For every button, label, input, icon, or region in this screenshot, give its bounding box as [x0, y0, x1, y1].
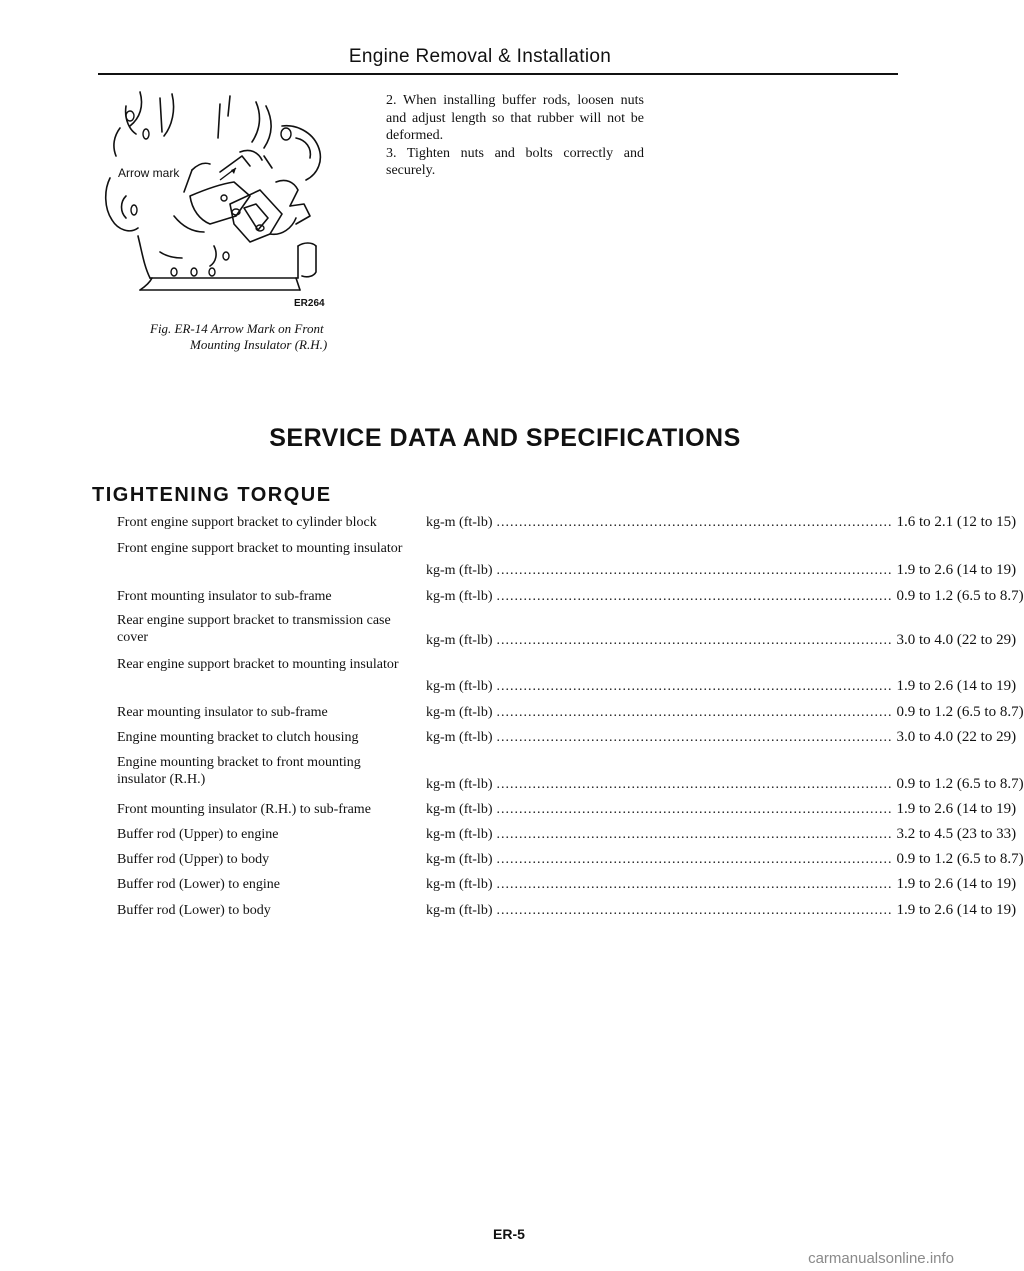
torque-value: 3.2 to 4.5 (23 to 33) — [896, 826, 1017, 842]
leader-dots: ........................................................................................ — [496, 563, 893, 578]
leader-dots: ........................................................................................ — [496, 903, 893, 918]
torque-value: 1.9 to 2.6 (14 to 19) — [896, 902, 1017, 918]
torque-value: 1.9 to 2.6 (14 to 19) — [896, 801, 1017, 817]
torque-unit: kg-m (ft-lb) — [426, 827, 493, 842]
torque-value: 1.9 to 2.6 (14 to 19) — [896, 562, 1017, 578]
torque-item: Front engine support bracket to mounting insulator — [117, 541, 403, 556]
header-rule — [98, 73, 898, 75]
torque-item: Rear engine support bracket to mounting insulator — [117, 657, 399, 672]
leader-dots: ........................................................................................ — [496, 827, 893, 842]
engine-mount-figure — [100, 86, 360, 314]
torque-value: 1.9 to 2.6 (14 to 19) — [896, 678, 1017, 694]
torque-value: 1.9 to 2.6 (14 to 19) — [896, 876, 1017, 892]
instruction-step-2: 2. When installing buffer rods, loosen nuts and adjust length so that rubber will not be deformed. — [386, 93, 644, 143]
torque-item: Engine mounting bracket to clutch housing — [117, 730, 359, 745]
torque-item: Rear mounting insulator to sub-frame — [117, 705, 328, 720]
leader-dots: ........................................................................................ — [496, 589, 893, 604]
torque-item: Engine mounting bracket to front mounting insulator (R.H.) — [117, 755, 361, 787]
torque-value: 3.0 to 4.0 (22 to 29) — [896, 632, 1017, 648]
torque-value: 0.9 to 1.2 (6.5 to 8.7) — [896, 704, 1024, 720]
page-number: ER-5 — [493, 1226, 525, 1242]
torque-item: Front mounting insulator to sub-frame — [117, 589, 332, 604]
leader-dots: ........................................................................................ — [496, 730, 893, 745]
torque-item: Front engine support bracket to cylinder block — [117, 515, 377, 530]
watermark: carmanualsonline.info — [808, 1250, 954, 1267]
section-title: SERVICE DATA AND SPECIFICATIONS — [269, 424, 741, 452]
torque-item: Rear engine support bracket to transmission case cover — [117, 613, 391, 645]
torque-unit: kg-m (ft-lb) — [426, 877, 493, 892]
torque-value: 0.9 to 1.2 (6.5 to 8.7) — [896, 851, 1024, 867]
installation-instructions — [386, 92, 644, 180]
torque-unit: kg-m (ft-lb) — [426, 777, 493, 792]
torque-value: 1.6 to 2.1 (12 to 15) — [896, 514, 1017, 530]
torque-unit: kg-m (ft-lb) — [426, 852, 493, 867]
torque-unit: kg-m (ft-lb) — [426, 589, 493, 604]
instruction-step-3: 3. Tighten nuts and bolts correctly and securely. — [386, 145, 644, 178]
torque-value: 3.0 to 4.0 (22 to 29) — [896, 729, 1017, 745]
torque-value: 0.9 to 1.2 (6.5 to 8.7) — [896, 776, 1024, 792]
figure-caption — [150, 321, 370, 353]
figure-caption-line-2: Mounting Insulator (R.H.) — [190, 337, 328, 352]
torque-item: Buffer rod (Lower) to engine — [117, 877, 281, 892]
subsection-title: TIGHTENING TORQUE — [92, 484, 332, 506]
leader-dots: ........................................................................................ — [496, 679, 893, 694]
torque-unit: kg-m (ft-lb) — [426, 903, 493, 918]
torque-value: 0.9 to 1.2 (6.5 to 8.7) — [896, 588, 1024, 604]
torque-item: Buffer rod (Upper) to engine — [117, 827, 279, 842]
leader-dots: ........................................................................................ — [496, 633, 893, 648]
torque-unit: kg-m (ft-lb) — [426, 515, 493, 530]
torque-item: Buffer rod (Upper) to body — [117, 852, 270, 867]
leader-dots: ........................................................................................ — [496, 877, 893, 892]
engine-mount-illustration — [100, 86, 360, 314]
torque-unit: kg-m (ft-lb) — [426, 802, 493, 817]
torque-unit: kg-m (ft-lb) — [426, 679, 493, 694]
torque-unit: kg-m (ft-lb) — [426, 563, 493, 578]
torque-unit: kg-m (ft-lb) — [426, 633, 493, 648]
leader-dots: ........................................................................................ — [496, 705, 893, 720]
torque-unit: kg-m (ft-lb) — [426, 705, 493, 720]
torque-item: Front mounting insulator (R.H.) to sub-frame — [117, 802, 371, 817]
leader-dots: ........................................................................................ — [496, 802, 893, 817]
page-header-title: Engine Removal & Installation — [348, 46, 612, 67]
leader-dots: ........................................................................................ — [496, 515, 893, 530]
leader-dots: ........................................................................................ — [496, 777, 893, 792]
leader-dots: ........................................................................................ — [496, 852, 893, 867]
figure-caption-line-1: Fig. ER-14 Arrow Mark on Front — [150, 321, 324, 336]
torque-item: Buffer rod (Lower) to body — [117, 903, 271, 918]
figure-code: ER264 — [294, 298, 325, 309]
arrow-mark-label: Arrow mark — [118, 166, 180, 180]
torque-unit: kg-m (ft-lb) — [426, 730, 493, 745]
